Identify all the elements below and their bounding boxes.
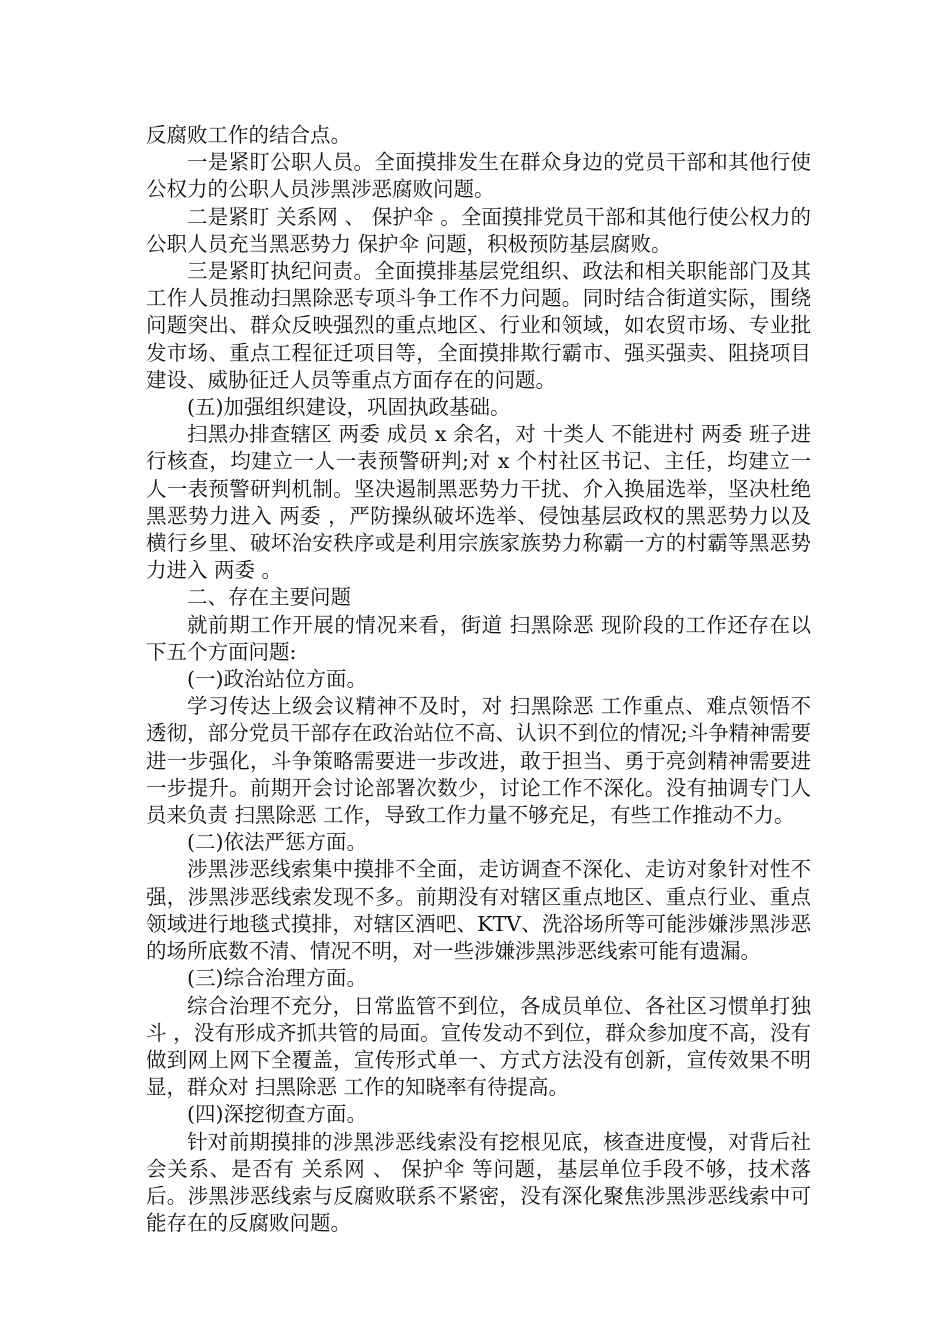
section-heading: (五)加强组织建设，巩固执政基础。 bbox=[187, 395, 511, 420]
section-heading: (三)综合治理方面。 bbox=[187, 966, 367, 991]
paragraph: 反腐败工作的结合点。 bbox=[146, 123, 351, 147]
section-heading: (四)深挖彻查方面。 bbox=[187, 1102, 367, 1127]
paragraph: 一是紧盯公职人员。全面摸排发生在群众身边的党员干部和其他行使公权力的公职人员涉黑涉恶腐败问题。 bbox=[146, 150, 811, 202]
section-heading: (二)依法严惩方面。 bbox=[187, 830, 367, 855]
document-body bbox=[146, 122, 811, 1237]
paragraph: 涉黑涉恶线索集中摸排不全面，走访调查不深化、走访对象针对性不强，涉黑涉恶线索发现不多。前期没有对辖区重点地区、重点行业、重点领域进行地毯式摸排，对辖区酒吧、KTV、洗浴场所等可能涉嫌涉黑涉恶的场所底数不清、情况不明，对一些涉嫌涉黑涉恶线索可能有遗漏。 bbox=[146, 857, 811, 964]
paragraph: 二是紧盯 关系网 、 保护伞 。全面摸排党员干部和其他行使公权力的公职人员充当黑恶势力 保护伞 问题，积极预防基层腐败。 bbox=[146, 204, 811, 256]
paragraph: 综合治理不充分，日常监管不到位，各成员单位、各社区习惯单打独斗 ，没有形成齐抓共管的局面。宣传发动不到位，群众参加度不高，没有做到网上网下全覆盖，宣传形式单一、方式方法没有创新，宣传效果不明显，群众对 扫黑除恶 工作的知晓率有待提高。 bbox=[146, 993, 811, 1100]
paragraph: 就前期工作开展的情况来看，街道 扫黑除恶 现阶段的工作还存在以下五个方面问题: bbox=[146, 612, 811, 664]
paragraph: 针对前期摸排的涉黑涉恶线索没有挖根见底，核查进度慢，对背后社会关系、是否有 关系网 、 保护伞 等问题，基层单位手段不够，技术落后。涉黑涉恶线索与反腐败联系不紧密，没有深化聚焦涉黑涉恶线索中可能存在的反腐败问题。 bbox=[146, 1129, 811, 1236]
paragraph: 扫黑办排查辖区 两委 成员 x 余名，对 十类人 不能进村 两委 班子进行核查，均建立一人一表预警研判;对 x 个村社区书记、主任，均建立一人一表预警研判机制。坚决遏制黑恶势力干扰、介入换届选举，坚决杜绝黑恶势力进入 两委 ，严防操纵破坏选举、侵蚀基层政权的黑恶势力以及横行乡里、破坏治安秩序或是利用宗族家族势力称霸一方的村霸等黑恶势力进入 两委 。 bbox=[146, 422, 811, 583]
paragraph: 学习传达上级会议精神不及时，对 扫黑除恶 工作重点、难点领悟不透彻，部分党员干部存在政治站位不高、认识不到位的情况;斗争精神需要进一步强化，斗争策略需要进一步改进，敢于担当、勇于亮剑精神需要进一步提升。前期开会讨论部署次数少，讨论工作不深化。没有抽调专门人员来负责 扫黑除恶 工作，导致工作力量不够充足，有些工作推动不力。 bbox=[146, 694, 811, 828]
section-heading: 二、存在主要问题 bbox=[187, 585, 351, 610]
section-heading: (一)政治站位方面。 bbox=[187, 667, 367, 692]
paragraph: 三是紧盯执纪问责。全面摸排基层党组织、政法和相关职能部门及其工作人员推动扫黑除恶专项斗争工作不力问题。同时结合街道实际，围绕问题突出、群众反映强烈的重点地区、行业和领域，如农贸市场、专业批发市场、重点工程征迁项目等，全面摸排欺行霸市、强买强卖、阻挠项目建设、威胁征迁人员等重点方面存在的问题。 bbox=[146, 259, 811, 392]
